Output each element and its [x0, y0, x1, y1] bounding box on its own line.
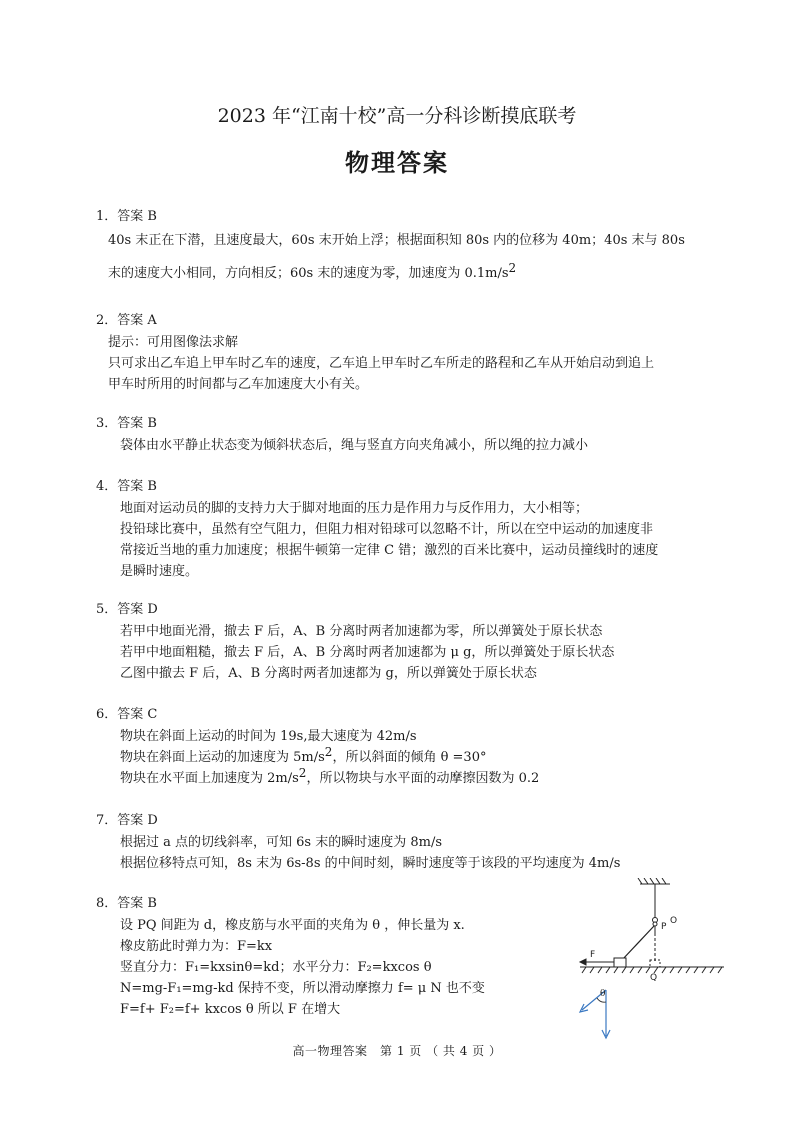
ground-hatch: [710, 967, 714, 973]
ground-hatch: [606, 967, 610, 973]
answer-block-1: [96, 206, 706, 284]
ground-hatch: [622, 967, 626, 973]
ceiling: [638, 878, 670, 884]
answer-line: 根据位移特点可知，8s 末为 6s-8s 的中间时刻，瞬时速度等于该段的平均速度为 4m/s: [120, 856, 621, 871]
ground-hatch: [694, 967, 698, 973]
answer-label: 5．答案 D: [96, 602, 158, 617]
page-footer: 高一物理答案 第 1 页 （ 共 4 页 ）: [292, 1044, 502, 1058]
answer-block-5: [96, 599, 706, 684]
answer-label: 7．答案 D: [96, 813, 158, 828]
label-o: O: [670, 916, 678, 926]
force-f-arrow: [580, 959, 614, 965]
label-p: P: [661, 922, 667, 932]
answer-line: 是瞬时速度。: [120, 564, 199, 579]
answer-line: 甲车时所用的时间都与乙车加速度大小有关。: [108, 377, 369, 392]
answer-block-2: [96, 310, 706, 395]
answer-line: 竖直分力：F₁=kxsinθ=kd；水平分力：F₂=kxcos θ: [120, 960, 432, 975]
ground-hatch: [718, 967, 722, 973]
answer-block-6: [96, 704, 706, 789]
answer-line: F=f+ F₂=f+ kxcos θ 所以 F 在增大: [120, 1002, 341, 1017]
answer-line: 只可求出乙车追上甲车时乙车的速度，乙车追上甲车时乙车所走的路程和乙车从开始启动到追上: [108, 356, 655, 371]
superscript: 2: [508, 261, 517, 275]
superscript: 2: [298, 766, 307, 780]
rubber-band: [622, 926, 654, 960]
answer-label: 6．答案 C: [96, 707, 158, 722]
ground-hatch: [662, 967, 666, 973]
ceiling-hatch: [638, 878, 642, 884]
ground-hatch: [686, 967, 690, 973]
answer-label: 2．答案 A: [96, 313, 157, 328]
answer-line: 提示：可用图像法求解: [108, 335, 239, 350]
answer-label: 4．答案 B: [96, 479, 157, 494]
ground-hatch: [614, 967, 618, 973]
answer-line: 投铅球比赛中，虽然有空气阻力，但阻力相对铅球可以忽略不计，所以在空中运动的加速度非: [120, 522, 654, 537]
ceiling-hatch: [662, 878, 666, 884]
ground-hatch: [630, 967, 634, 973]
label-f: F: [590, 950, 596, 960]
answer-line: 物块在斜面上运动的时间为 19s,最大速度为 42m/s: [120, 729, 417, 744]
page-subtitle: 物理答案: [345, 149, 449, 177]
answer-line: 设 PQ 间距为 d，橡皮筋与水平面的夹角为 θ ，伸长量为 x.: [120, 918, 465, 933]
decomposition-arrows: [580, 990, 610, 1038]
ceiling-hatch: [650, 878, 654, 884]
label-theta: θ: [600, 989, 606, 999]
answer-line: 袋体由水平静止状态变为倾斜状态后，绳与竖直方向夹角减小，所以绳的拉力减小: [120, 438, 589, 453]
ground-hatch: [702, 967, 706, 973]
point-p: [653, 922, 657, 926]
point-q-box: [650, 960, 660, 967]
answer-block-4: [96, 476, 706, 582]
answer-line: 若甲中地面光滑，撤去 F 后，A、B 分离时两者加速都为零，所以弹簧处于原长状态: [120, 624, 603, 639]
ground-hatch: [670, 967, 674, 973]
answer-label: 8．答案 B: [96, 896, 157, 911]
rubber-band-diagram: [572, 878, 732, 1048]
superscript: 2: [324, 745, 333, 759]
ground-hatch: [678, 967, 682, 973]
answer-line: 物块在水平面上加速度为 $2m/s^2$，所以物块与水平面的动摩擦因数为 0.2: [120, 766, 540, 786]
answer-line: 40s 末正在下潜，且速度最大，60s 末开始上浮；根据面积知 80s 内的位移为 40m；40s 末与 80s: [108, 233, 685, 248]
force-f-head: [580, 959, 586, 965]
answer-block-7: [96, 810, 706, 874]
answer-line: 橡皮筋此时弹力为：F=kx: [120, 939, 273, 954]
answer-line: 若甲中地面粗糙，撤去 F 后，A、B 分离时两者加速都为 μ g，所以弹簧处于原长状态: [120, 645, 615, 660]
block: [614, 958, 626, 967]
ground-hatch: [598, 967, 602, 973]
answer-block-3: [96, 413, 706, 456]
ground-hatch: [638, 967, 642, 973]
answer-label: 3．答案 B: [96, 416, 157, 431]
ceiling-hatch: [644, 878, 648, 884]
page-title: 2023 年“江南十校”高一分科诊断摸底联考: [217, 105, 577, 127]
answer-line: 地面对运动员的脚的支持力大于脚对地面的压力是作用力与反作用力，大小相等；: [120, 501, 589, 516]
answer-label: 1．答案 B: [96, 209, 157, 224]
answer-line: 根据过 a 点的切线斜率，可知 6s 末的瞬时速度为 8m/s: [120, 835, 443, 850]
answer-line: 乙图中撤去 F 后，A、B 分离时两者加速都为 g，所以弹簧处于原长状态: [120, 666, 537, 681]
label-q: Q: [650, 973, 658, 983]
answer-line: 末的速度大小相同，方向相反；60s 末的速度为零，加速度为 $0.1m/s^2$: [108, 261, 517, 281]
ceiling-hatch: [656, 878, 660, 884]
answer-line: N=mg-F₁=mg-kd 保持不变，所以滑动摩擦力 f= μ N 也不变: [120, 981, 485, 996]
answer-line: 物块在斜面上运动的加速度为 $5m/s^2$，所以斜面的倾角 θ =30°: [120, 745, 487, 765]
ground-hatch: [582, 967, 586, 973]
answer-line: 常接近当地的重力加速度；根据牛顿第一定律 C 错；激烈的百米比赛中，运动员撞线时的速度: [120, 543, 659, 558]
ground-hatch: [590, 967, 594, 973]
